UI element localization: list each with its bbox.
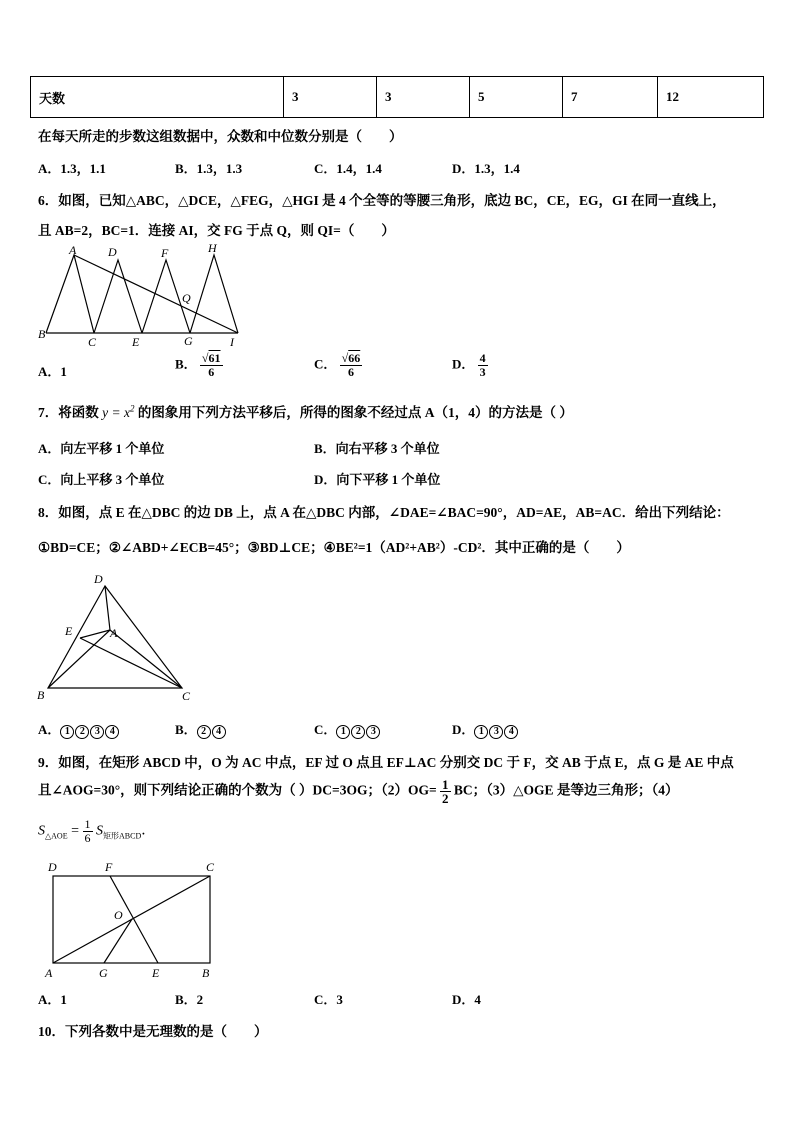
q7-function: $y = x^2$ <box>102 403 135 420</box>
label-F: F <box>161 246 169 260</box>
q5-option-b[interactable]: B．1.3，1.3 <box>175 161 243 176</box>
q7-option-a[interactable]: A．向左平移 1 个单位 <box>38 441 165 456</box>
q7-stem <box>38 401 573 421</box>
table-cell: 3 <box>284 77 377 118</box>
option-prefix: D． <box>452 356 475 372</box>
conclusion-2: ∠ABD+∠ECB=45°； <box>120 540 248 555</box>
label-E: E <box>132 335 140 349</box>
conclusion-4: BE²=1（AD²+AB²）-CD²．其中正确的是（ ） <box>335 540 630 555</box>
conclusion-3-marker: ③ <box>247 540 260 555</box>
q6-stem-line2: 且 AB=2，BC=1．连接 AI，交 FG 于点 Q，则 QI=（ ） <box>38 223 395 238</box>
label-A: A <box>110 626 118 640</box>
q9-rectangle-figure <box>40 856 226 984</box>
conclusion-2-marker: ② <box>108 540 121 555</box>
conclusion-3: BD⊥CE； <box>259 540 324 555</box>
label-C: C <box>206 860 215 874</box>
q8-option-c[interactable]: C． 1 2 3 <box>314 719 381 739</box>
label-F: F <box>105 860 113 874</box>
q6-option-a[interactable]: A．1 <box>38 364 67 379</box>
q9-stem-line1: 9．如图，在矩形 ABCD 中，O 为 AC 中点，EF 过 O 点且 EF⊥AC 分别交 DC 于 F，交 AB 于点 E，点 G 是 AE 中点 <box>38 755 734 770</box>
q8-option-b[interactable]: B． 2 4 <box>175 719 227 739</box>
table-row <box>31 77 764 118</box>
label-C: C <box>88 335 97 349</box>
q9-option-d[interactable]: D．4 <box>452 992 481 1007</box>
label-D: D <box>48 860 57 874</box>
table-cell: 5 <box>470 77 563 118</box>
fraction <box>200 352 223 379</box>
q6-option-b[interactable] <box>175 352 223 379</box>
label-B: B <box>202 966 210 980</box>
q6-stem-line1: 6．如图，已知△ABC，△DCE，△FEG，△HGI 是 4 个全等的等腰三角形，底边 BC，CE，EG，GI 在同一直线上， <box>38 193 726 208</box>
q9-line2-part2: BC；（3）△OGE 是等边三角形；（4） <box>453 782 679 798</box>
label-G: G <box>99 966 108 980</box>
q5-option-a[interactable]: A．1.3，1.1 <box>38 161 106 176</box>
q7-stem-suffix: 的图象用下列方法平移后，所得的图象不经过点 A（1，4）的方法是（ ） <box>137 405 573 420</box>
label-A: A <box>45 966 53 980</box>
q9-stem-line2 <box>38 778 678 805</box>
label-A: A <box>69 243 77 257</box>
label-D: D <box>108 245 117 259</box>
label-B: B <box>38 327 46 341</box>
q9-option-c[interactable]: C．3 <box>314 992 343 1007</box>
table-cell: 7 <box>563 77 658 118</box>
q5-option-c[interactable]: C．1.4，1.4 <box>314 161 382 176</box>
q8-stem-line2 <box>38 536 630 556</box>
option-prefix: C． <box>314 356 337 372</box>
fraction <box>340 352 363 379</box>
numerator: 4 <box>479 351 486 365</box>
q7-option-b[interactable]: B．向右平移 3 个单位 <box>314 441 440 456</box>
denominator: 3 <box>479 365 486 379</box>
fraction-sixth: $\frac{1}{6}$ <box>84 817 91 845</box>
conclusion-1: BD=CE； <box>50 540 109 555</box>
label-I: I <box>230 335 234 349</box>
q9-line2-part1: 且∠AOG=30°，则下列结论正确的个数为（ ）DC=3OG；（2）OG= <box>38 782 437 798</box>
table-cell: 12 <box>658 77 764 118</box>
q6-option-c[interactable] <box>314 352 362 379</box>
q10-stem: 10．下列各数中是无理数的是（ ） <box>38 1024 268 1039</box>
q7-option-d[interactable]: D．向下平移 1 个单位 <box>314 472 441 487</box>
steps-table <box>30 76 764 118</box>
option-prefix: B． <box>175 356 197 372</box>
label-B: B <box>37 688 45 702</box>
table-cell: 3 <box>377 77 470 118</box>
label-D: D <box>94 572 103 586</box>
fraction <box>478 352 488 379</box>
q7-option-c[interactable]: C．向上平移 3 个单位 <box>38 472 165 487</box>
sqrt-numerator: √66 <box>341 351 361 365</box>
q9-option-a[interactable]: A．1 <box>38 992 67 1007</box>
q5-stem: 在每天所走的步数这组数据中，众数和中位数分别是（ ） <box>38 129 403 144</box>
label-Q: Q <box>182 291 191 305</box>
q8-stem-line1: 8．如图，点 E 在△DBC 的边 DB 上，点 A 在△DBC 内部，∠DAE=∠BAC=90°，AD=AE，AB=AC．给出下列结论： <box>38 505 730 520</box>
denominator: 6 <box>208 365 215 379</box>
label-G: G <box>184 334 193 348</box>
fraction-half: $\frac{1}{2}$ <box>442 777 449 806</box>
label-O: O <box>114 908 123 922</box>
q8-option-a[interactable]: A． 1 2 3 4 <box>38 719 120 739</box>
sqrt-numerator: √61 <box>201 351 221 365</box>
q6-triangles-figure <box>36 240 242 352</box>
q8-option-d[interactable]: D． 1 3 4 <box>452 719 519 739</box>
q5-option-d[interactable]: D．1.3，1.4 <box>452 161 520 176</box>
label-H: H <box>208 241 217 255</box>
label-E: E <box>65 624 73 638</box>
denominator: 6 <box>347 365 354 379</box>
label-E: E <box>152 966 160 980</box>
table-header-cell: 天数 <box>31 77 284 118</box>
q9-area-formula: $S_{\triangle AOE}$ = $\frac{1}{6}$ $S_{矩形ABCD}$． <box>38 817 156 845</box>
q6-option-d[interactable] <box>452 352 488 379</box>
conclusion-4-marker: ④ <box>323 540 336 555</box>
q8-triangle-figure <box>30 568 200 706</box>
q9-option-b[interactable]: B．2 <box>175 992 204 1007</box>
conclusion-1-marker: ① <box>38 540 51 555</box>
label-C: C <box>182 689 191 703</box>
q7-stem-prefix: 7．将函数 <box>38 405 99 420</box>
